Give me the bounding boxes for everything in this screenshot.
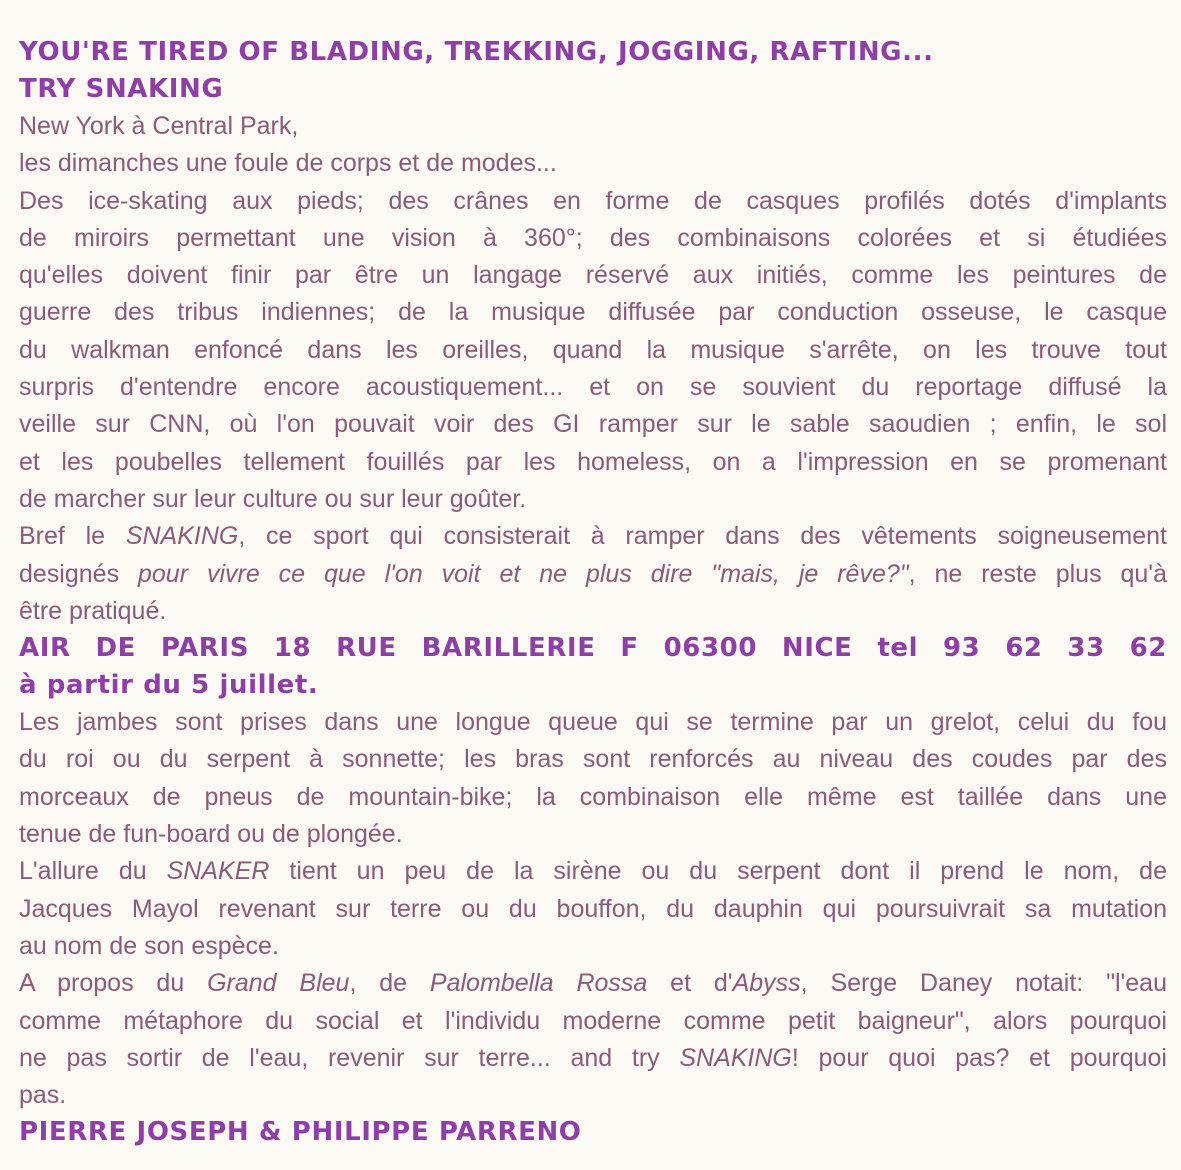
text-line	[19, 1040, 1167, 1077]
text-line: veille sur CNN, où l'on pouvait voir des GI ramper sur le sable saoudien ; enfin, le sol	[19, 410, 1167, 439]
text-fragment-italic: Abyss	[732, 969, 801, 998]
text-fragment-italic: SNAKING	[679, 1043, 792, 1072]
text-line: Jacques Mayol revenant sur terre ou du bouffon, du dauphin qui poursuivrait sa mutation	[19, 894, 1167, 923]
text-line	[19, 518, 1167, 555]
text-fragment: et d'	[647, 969, 733, 998]
text-fragment: , ce sport qui consisterait à ramper dans des vêtements soigneusement	[238, 522, 1167, 551]
text-fragment-italic: SNAKING	[125, 522, 239, 551]
text-line: Des ice-skating aux pieds; des crânes en forme de casques profilés dotés d'implants	[19, 186, 1167, 215]
text-line: New York à Central Park,	[19, 112, 299, 140]
text-fragment: , de	[349, 969, 430, 998]
paragraph-daney-quote	[19, 965, 1167, 1114]
venue-address: AIR DE PARIS 18 RUE BARILLERIE F 06300 NICE tel 93 62 33 62	[19, 633, 1167, 664]
headline-line-1: YOU'RE TIRED OF BLADING, TREKKING, JOGGING, RAFTING...	[19, 37, 934, 67]
paragraph-costume	[19, 704, 1167, 853]
text-fragment: tient un peu de la sirène ou du serpent dont il prend le nom, de	[269, 857, 1167, 886]
venue-headline	[19, 630, 1167, 704]
text-fragment: , ne reste plus qu'à	[908, 559, 1167, 588]
text-fragment: L'allure du	[19, 857, 167, 886]
text-line: qu'elles doivent finir par être un langage réservé aux initiés, comme les peintures de	[19, 261, 1167, 290]
text-line: morceaux de pneus de mountain-bike; la combinaison elle même est taillée dans une	[19, 782, 1167, 811]
text-fragment: Bref le	[19, 522, 126, 551]
text-line: du walkman enfoncé dans les oreilles, quand la musique s'arrête, on les trouve tout	[19, 335, 1167, 364]
text-fragment-italic: Palombella Rossa	[429, 969, 648, 998]
paragraph-central-park	[19, 108, 1167, 518]
text-fragment: ne pas sortir de l'eau, revenir sur terre... and try	[19, 1043, 680, 1072]
text-line: de miroirs permettant une vision à 360°; des combinaisons colorées et si étudiées	[19, 223, 1167, 252]
text-line	[19, 965, 1167, 1002]
text-line: pas.	[19, 1081, 67, 1110]
text-fragment: designés	[19, 559, 138, 588]
text-fragment: A propos du	[19, 969, 208, 998]
text-fragment-italic: SNAKER	[166, 857, 270, 886]
text-fragment: ! pour quoi pas? et pourquoi	[791, 1043, 1167, 1072]
venue-date: à partir du 5 juillet.	[19, 670, 319, 701]
paragraph-snaking-definition	[19, 518, 1167, 630]
text-line: Les jambes sont prises dans une longue queue qui se termine par un grelot, celui du fou	[19, 708, 1167, 737]
paragraph-snaker	[19, 853, 1167, 965]
text-fragment: , Serge Daney notait: "l'eau	[800, 969, 1167, 998]
text-line: de marcher sur leur culture ou sur leur goûter.	[19, 484, 527, 513]
text-line: comme métaphore du social et l'individu moderne comme petit baigneur", alors pourquoi	[19, 1006, 1167, 1035]
text-line: et les poubelles tellement fouillés par les homeless, on a l'impression en se promenant	[19, 447, 1167, 476]
text-line: tenue de fun-board ou de plongée.	[19, 820, 403, 849]
text-line: guerre des tribus indiennes; de la musique diffusée par conduction osseuse, le casque	[19, 298, 1167, 327]
text-line: être pratiqué.	[19, 596, 167, 625]
text-line: surpris d'entendre encore acoustiquement... et on se souvient du reportage diffusé la	[19, 373, 1167, 402]
authors-signature: PIERRE JOSEPH & PHILIPPE PARRENO	[19, 1117, 582, 1148]
text-line: du roi ou du serpent à sonnette; les bras sont renforcés au niveau des coudes par des	[19, 745, 1167, 774]
main-headline	[19, 34, 1167, 108]
text-line: au nom de son espèce.	[19, 931, 279, 960]
headline-line-2: TRY SNAKING	[19, 74, 224, 104]
text-line	[19, 556, 1167, 593]
text-line: les dimanches une foule de corps et de modes...	[19, 149, 557, 178]
text-fragment-italic: Grand Bleu	[207, 969, 350, 998]
text-fragment-italic: pour vivre ce que l'on voit et ne plus dire "mais, je rêve?"	[138, 559, 909, 588]
text-line	[19, 853, 1167, 890]
